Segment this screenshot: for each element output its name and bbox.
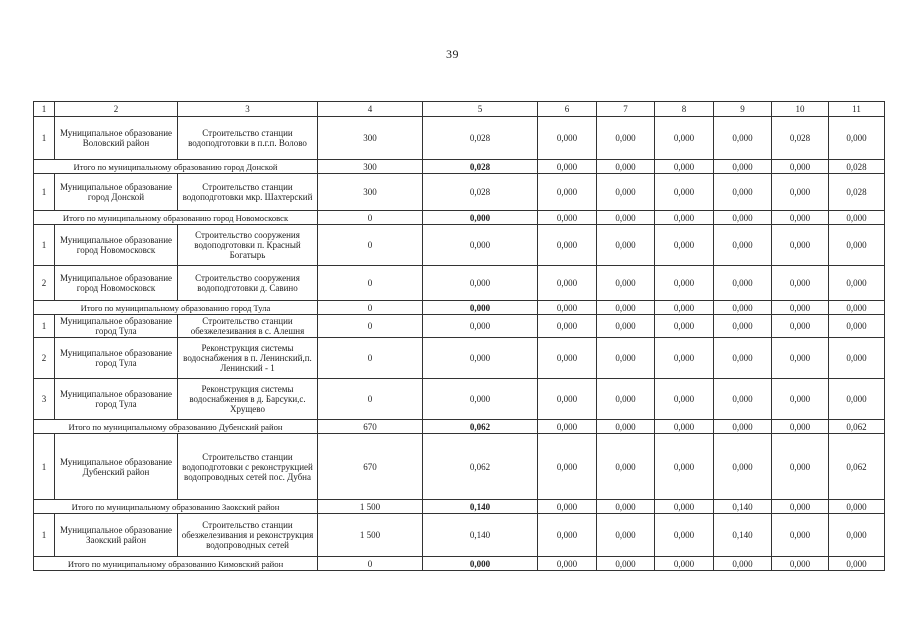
value-cell-col6: 0,000 <box>538 301 597 315</box>
row-number: 1 <box>34 225 55 266</box>
value-cell-col11: 0,000 <box>829 557 885 571</box>
total-row <box>34 301 885 315</box>
value-cell-col11: 0,000 <box>829 500 885 514</box>
header-cell-2: 2 <box>55 102 178 117</box>
value-cell-col5: 0,000 <box>423 211 538 225</box>
row-number: 2 <box>34 266 55 301</box>
value-cell-col8: 0,000 <box>655 266 714 301</box>
value-cell-col4: 670 <box>318 434 423 500</box>
value-cell-col4: 0 <box>318 211 423 225</box>
value-cell-col11: 0,000 <box>829 266 885 301</box>
value-cell-col9: 0,000 <box>714 557 772 571</box>
row-number: 1 <box>34 117 55 160</box>
value-cell-col11: 0,062 <box>829 420 885 434</box>
value-cell-col7: 0,000 <box>597 315 655 338</box>
value-cell-col11: 0,000 <box>829 379 885 420</box>
value-cell-col10: 0,000 <box>772 434 829 500</box>
value-cell-col4: 0 <box>318 315 423 338</box>
value-cell-col6: 0,000 <box>538 338 597 379</box>
value-cell-col8: 0,000 <box>655 557 714 571</box>
value-cell-col6: 0,000 <box>538 266 597 301</box>
table-row <box>34 514 885 557</box>
value-cell-col6: 0,000 <box>538 434 597 500</box>
value-cell-col9: 0,000 <box>714 338 772 379</box>
total-label: Итого по муниципальному образованию Дубенский район <box>34 420 318 434</box>
header-cell-1: 1 <box>34 102 55 117</box>
municipality-cell: Муниципальное образование город Донской <box>55 174 178 211</box>
value-cell-col10: 0,000 <box>772 174 829 211</box>
value-cell-col7: 0,000 <box>597 500 655 514</box>
value-cell-col5: 0,000 <box>423 379 538 420</box>
value-cell-col10: 0,000 <box>772 225 829 266</box>
value-cell-col8: 0,000 <box>655 174 714 211</box>
object-cell: Строительство станции водоподготовки с реконструкцией водопроводных сетей пос. Дубна <box>178 434 318 500</box>
value-cell-col8: 0,000 <box>655 225 714 266</box>
value-cell-col4: 1 500 <box>318 514 423 557</box>
value-cell-col8: 0,000 <box>655 315 714 338</box>
value-cell-col4: 0 <box>318 225 423 266</box>
row-number: 3 <box>34 379 55 420</box>
value-cell-col7: 0,000 <box>597 338 655 379</box>
value-cell-col7: 0,000 <box>597 379 655 420</box>
value-cell-col8: 0,000 <box>655 117 714 160</box>
value-cell-col7: 0,000 <box>597 301 655 315</box>
value-cell-col5: 0,140 <box>423 500 538 514</box>
object-cell: Строительство станции обезжелезивания в с. Алешня <box>178 315 318 338</box>
row-number: 1 <box>34 514 55 557</box>
header-cell-4: 4 <box>318 102 423 117</box>
value-cell-col4: 300 <box>318 160 423 174</box>
value-cell-col11: 0,028 <box>829 160 885 174</box>
total-label: Итого по муниципальному образованию город Донской <box>34 160 318 174</box>
value-cell-col5: 0,062 <box>423 420 538 434</box>
municipality-cell: Муниципальное образование город Новомосковск <box>55 266 178 301</box>
value-cell-col9: 0,000 <box>714 315 772 338</box>
value-cell-col9: 0,000 <box>714 420 772 434</box>
value-cell-col9: 0,140 <box>714 500 772 514</box>
value-cell-col10: 0,028 <box>772 117 829 160</box>
row-number: 2 <box>34 338 55 379</box>
value-cell-col5: 0,028 <box>423 117 538 160</box>
value-cell-col10: 0,000 <box>772 500 829 514</box>
value-cell-col9: 0,000 <box>714 160 772 174</box>
investment-table <box>33 101 885 571</box>
value-cell-col5: 0,028 <box>423 160 538 174</box>
value-cell-col4: 300 <box>318 174 423 211</box>
value-cell-col9: 0,000 <box>714 211 772 225</box>
object-cell: Строительство станции водоподготовки в п.г.п. Волово <box>178 117 318 160</box>
municipality-cell: Муниципальное образование Воловский район <box>55 117 178 160</box>
value-cell-col10: 0,000 <box>772 514 829 557</box>
value-cell-col5: 0,000 <box>423 557 538 571</box>
value-cell-col4: 1 500 <box>318 500 423 514</box>
total-row <box>34 211 885 225</box>
value-cell-col10: 0,000 <box>772 266 829 301</box>
row-number: 1 <box>34 434 55 500</box>
value-cell-col7: 0,000 <box>597 117 655 160</box>
value-cell-col5: 0,028 <box>423 174 538 211</box>
value-cell-col11: 0,000 <box>829 117 885 160</box>
value-cell-col8: 0,000 <box>655 338 714 379</box>
value-cell-col11: 0,000 <box>829 211 885 225</box>
table-row <box>34 338 885 379</box>
value-cell-col7: 0,000 <box>597 225 655 266</box>
table-body <box>34 102 885 571</box>
value-cell-col4: 0 <box>318 301 423 315</box>
total-label: Итого по муниципальному образованию Кимовский район <box>34 557 318 571</box>
municipality-cell: Муниципальное образование город Новомосковск <box>55 225 178 266</box>
value-cell-col11: 0,062 <box>829 434 885 500</box>
value-cell-col11: 0,000 <box>829 225 885 266</box>
header-cell-8: 8 <box>655 102 714 117</box>
value-cell-col10: 0,000 <box>772 557 829 571</box>
value-cell-col11: 0,000 <box>829 301 885 315</box>
total-label: Итого по муниципальному образованию город Новомосковск <box>34 211 318 225</box>
object-cell: Строительство станции обезжелезивания и реконструкция водопроводных сетей <box>178 514 318 557</box>
value-cell-col10: 0,000 <box>772 301 829 315</box>
value-cell-col8: 0,000 <box>655 514 714 557</box>
value-cell-col6: 0,000 <box>538 225 597 266</box>
total-row <box>34 557 885 571</box>
value-cell-col8: 0,000 <box>655 500 714 514</box>
object-cell: Строительство сооружения водоподготовки п. Красный Богатырь <box>178 225 318 266</box>
municipality-cell: Муниципальное образование город Тула <box>55 338 178 379</box>
value-cell-col6: 0,000 <box>538 160 597 174</box>
header-cell-11: 11 <box>829 102 885 117</box>
header-cell-10: 10 <box>772 102 829 117</box>
table-row <box>34 117 885 160</box>
value-cell-col6: 0,000 <box>538 557 597 571</box>
value-cell-col10: 0,000 <box>772 420 829 434</box>
value-cell-col9: 0,000 <box>714 434 772 500</box>
municipality-cell: Муниципальное образование Заокский район <box>55 514 178 557</box>
total-row <box>34 160 885 174</box>
value-cell-col5: 0,000 <box>423 315 538 338</box>
value-cell-col5: 0,000 <box>423 301 538 315</box>
municipality-cell: Муниципальное образование город Тула <box>55 315 178 338</box>
value-cell-col4: 300 <box>318 117 423 160</box>
value-cell-col8: 0,000 <box>655 420 714 434</box>
object-cell: Строительство сооружения водоподготовки д. Савино <box>178 266 318 301</box>
value-cell-col5: 0,000 <box>423 266 538 301</box>
object-cell: Реконструкция системы водоснабжения в д. Барсуки,с. Хрущево <box>178 379 318 420</box>
value-cell-col9: 0,000 <box>714 174 772 211</box>
row-number: 1 <box>34 315 55 338</box>
value-cell-col11: 0,000 <box>829 315 885 338</box>
table-row <box>34 225 885 266</box>
value-cell-col10: 0,000 <box>772 211 829 225</box>
header-cell-6: 6 <box>538 102 597 117</box>
value-cell-col9: 0,000 <box>714 301 772 315</box>
value-cell-col8: 0,000 <box>655 211 714 225</box>
value-cell-col5: 0,062 <box>423 434 538 500</box>
table-row <box>34 266 885 301</box>
value-cell-col4: 0 <box>318 266 423 301</box>
value-cell-col7: 0,000 <box>597 434 655 500</box>
value-cell-col7: 0,000 <box>597 514 655 557</box>
row-number: 1 <box>34 174 55 211</box>
value-cell-col9: 0,000 <box>714 379 772 420</box>
value-cell-col7: 0,000 <box>597 160 655 174</box>
header-cell-3: 3 <box>178 102 318 117</box>
page-number: 39 <box>446 47 459 61</box>
object-cell: Строительство станции водоподготовки мкр. Шахтерский <box>178 174 318 211</box>
total-label: Итого по муниципальному образованию Заокский район <box>34 500 318 514</box>
header-cell-7: 7 <box>597 102 655 117</box>
value-cell-col6: 0,000 <box>538 500 597 514</box>
value-cell-col6: 0,000 <box>538 174 597 211</box>
value-cell-col10: 0,000 <box>772 338 829 379</box>
table-row <box>34 434 885 500</box>
value-cell-col10: 0,000 <box>772 379 829 420</box>
value-cell-col6: 0,000 <box>538 211 597 225</box>
total-label: Итого по муниципальному образованию город Тула <box>34 301 318 315</box>
value-cell-col4: 0 <box>318 379 423 420</box>
value-cell-col11: 0,000 <box>829 514 885 557</box>
value-cell-col10: 0,000 <box>772 160 829 174</box>
value-cell-col8: 0,000 <box>655 301 714 315</box>
value-cell-col8: 0,000 <box>655 379 714 420</box>
value-cell-col4: 670 <box>318 420 423 434</box>
value-cell-col6: 0,000 <box>538 315 597 338</box>
value-cell-col7: 0,000 <box>597 211 655 225</box>
value-cell-col7: 0,000 <box>597 266 655 301</box>
value-cell-col4: 0 <box>318 338 423 379</box>
value-cell-col8: 0,000 <box>655 434 714 500</box>
value-cell-col10: 0,000 <box>772 315 829 338</box>
value-cell-col9: 0,140 <box>714 514 772 557</box>
table-row <box>34 379 885 420</box>
table-row <box>34 315 885 338</box>
header-row <box>34 102 885 117</box>
value-cell-col7: 0,000 <box>597 420 655 434</box>
value-cell-col4: 0 <box>318 557 423 571</box>
total-row <box>34 500 885 514</box>
value-cell-col7: 0,000 <box>597 557 655 571</box>
municipality-cell: Муниципальное образование Дубенский район <box>55 434 178 500</box>
value-cell-col8: 0,000 <box>655 160 714 174</box>
value-cell-col5: 0,000 <box>423 338 538 379</box>
value-cell-col6: 0,000 <box>538 514 597 557</box>
value-cell-col5: 0,000 <box>423 225 538 266</box>
value-cell-col5: 0,140 <box>423 514 538 557</box>
total-row <box>34 420 885 434</box>
value-cell-col11: 0,000 <box>829 338 885 379</box>
value-cell-col11: 0,028 <box>829 174 885 211</box>
value-cell-col6: 0,000 <box>538 117 597 160</box>
value-cell-col9: 0,000 <box>714 225 772 266</box>
object-cell: Реконструкция системы водоснабжения в п. Ленинский,п. Ленинский - 1 <box>178 338 318 379</box>
header-cell-9: 9 <box>714 102 772 117</box>
table-row <box>34 174 885 211</box>
value-cell-col6: 0,000 <box>538 420 597 434</box>
value-cell-col9: 0,000 <box>714 266 772 301</box>
value-cell-col7: 0,000 <box>597 174 655 211</box>
value-cell-col6: 0,000 <box>538 379 597 420</box>
value-cell-col9: 0,000 <box>714 117 772 160</box>
municipality-cell: Муниципальное образование город Тула <box>55 379 178 420</box>
header-cell-5: 5 <box>423 102 538 117</box>
